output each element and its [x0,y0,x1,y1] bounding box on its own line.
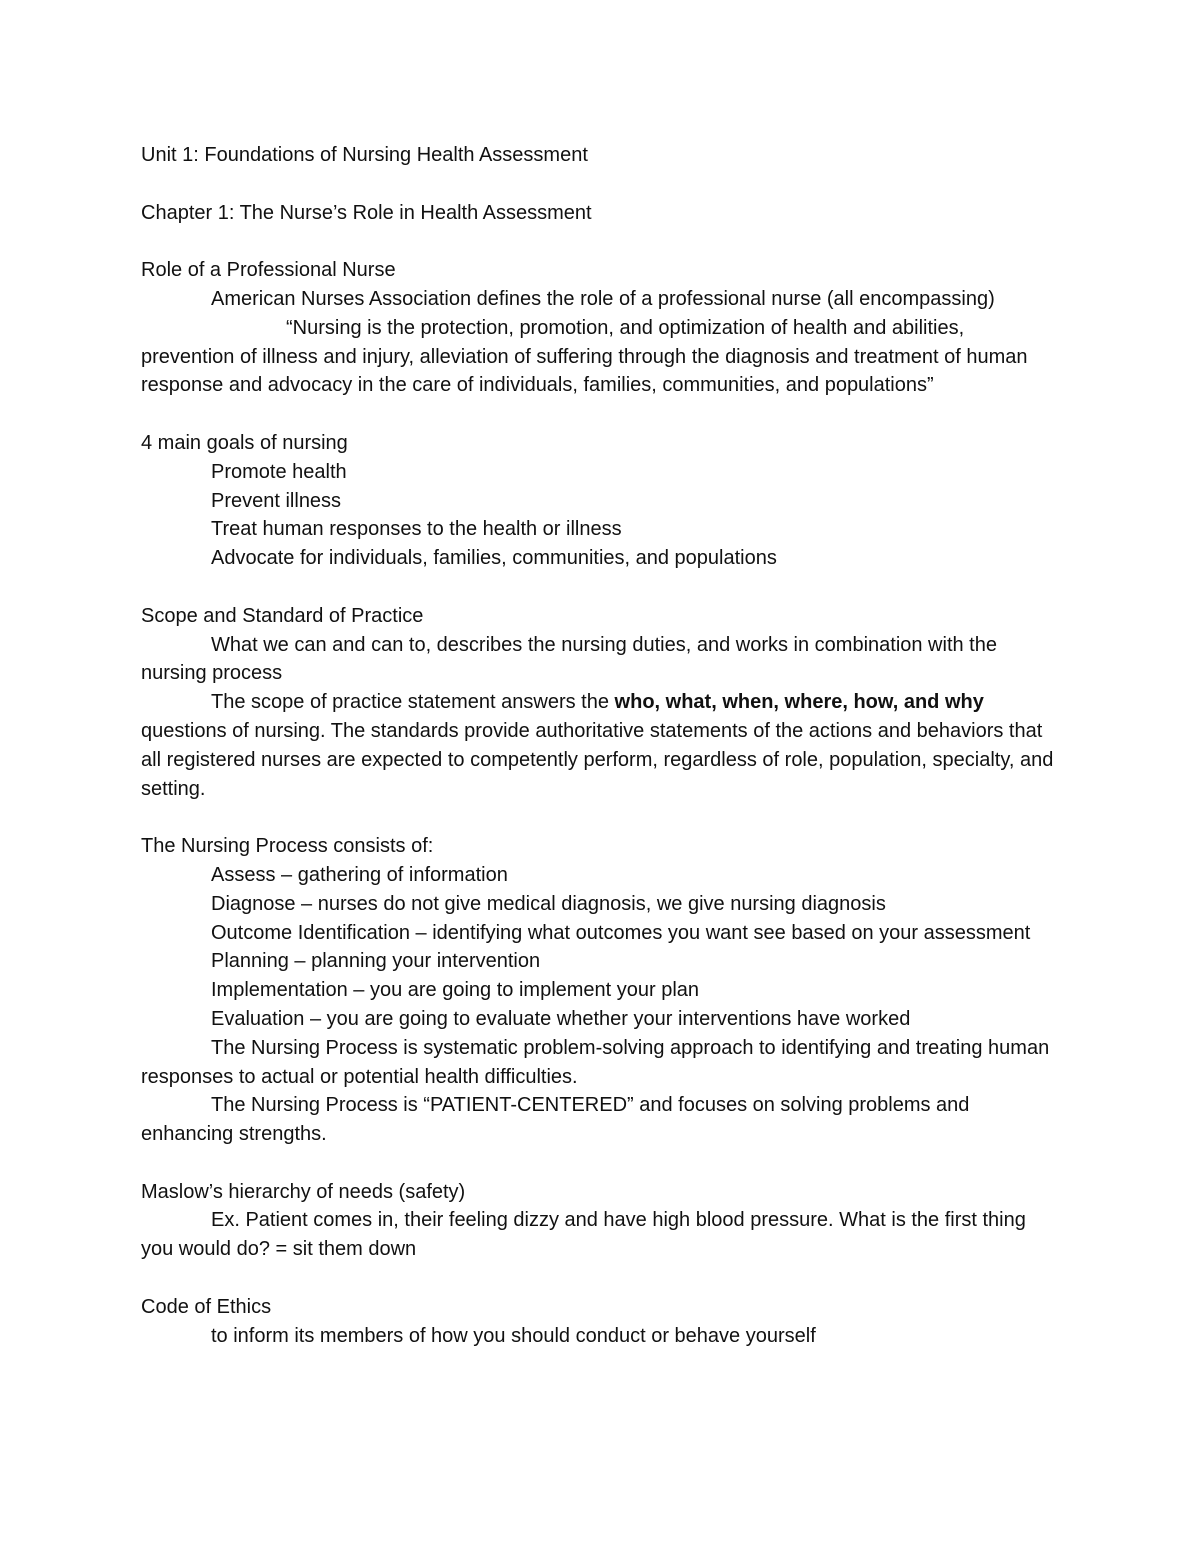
process-item: Implementation – you are going to implement your plan [211,979,700,1002]
ana-definition-line: American Nurses Association defines the role of a professional nurse (all encompassing) [211,287,995,310]
scope-description: What we can and can to, describes the nursing duties, and works in combination with the nursing process [141,633,997,685]
process-heading: The Nursing Process consists of: [141,835,434,858]
process-item: Outcome Identification – identifying what outcomes you want see based on your assessment [211,921,1031,944]
process-item: Assess – gathering of information [211,863,508,886]
document-body [141,141,1056,1350]
goal-item: Advocate for individuals, families, communities, and populations [211,547,777,570]
nursing-definition-quote: “Nursing is the protection, promotion, and optimization of health and abilities, prevention of illness and injury, alleviation of suffering through the diagnosis and treatment of human response and advocacy in the care of individuals, families, communities, and populations” [141,316,1028,397]
process-item: The Nursing Process is “PATIENT-CENTERED” and focuses on solving problems and enhancing strengths. [141,1094,970,1146]
scope-statement-emphasis: who, what, when, where, how, and why [614,691,984,714]
scope-heading: Scope and Standard of Practice [141,604,424,627]
scope-statement-start: The scope of practice statement answers the [211,691,615,714]
process-item: Planning – planning your intervention [211,950,541,973]
goals-heading: 4 main goals of nursing [141,431,348,454]
scope-statement-end: questions of nursing. The standards provide authoritative statements of the actions and behaviors that all registered nurses are expected to competently perform, regardless of role, population, specialty, and setting. [141,719,1054,800]
goal-item: Prevent illness [211,489,342,512]
ethics-heading: Code of Ethics [141,1295,272,1318]
process-item: Diagnose – nurses do not give medical diagnosis, we give nursing diagnosis [211,892,886,915]
goal-item: Treat human responses to the health or illness [211,518,622,541]
goal-item: Promote health [211,460,347,483]
maslow-heading: Maslow’s hierarchy of needs (safety) [141,1180,466,1203]
process-item: The Nursing Process is systematic problem-solving approach to identifying and treating human responses to actual or potential health difficulties. [141,1036,1050,1088]
scope-statement [141,688,1056,803]
role-heading: Role of a Professional Nurse [141,259,396,282]
ethics-description: to inform its members of how you should conduct or behave yourself [211,1324,816,1347]
process-item: Evaluation – you are going to evaluate whether your interventions have worked [211,1007,911,1030]
maslow-example: Ex. Patient comes in, their feeling dizzy and have high blood pressure. What is the first thing you would do? = sit them down [141,1209,1026,1261]
unit-title: Unit 1: Foundations of Nursing Health Assessment [141,144,588,166]
chapter-title: Chapter 1: The Nurse’s Role in Health Assessment [141,201,592,224]
